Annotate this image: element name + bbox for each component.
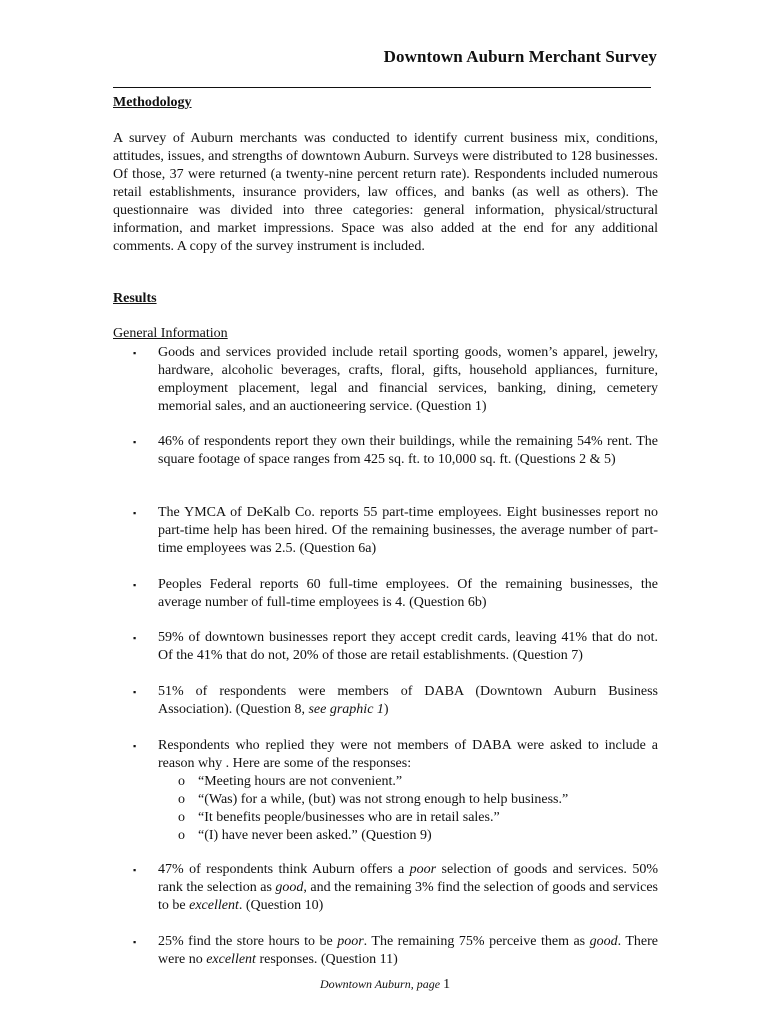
list-item [133, 737, 658, 845]
response-item: o “It benefits people/businesses who are in retail sales.” [178, 810, 500, 825]
list-item [133, 933, 658, 969]
methodology-paragraph: A survey of Auburn merchants was conducted to identify current business mix, conditions, attitudes, issues, and strengths of downtown Auburn. Surveys were distributed to 128 businesses. Of those, 37 were returned (a twenty-nine percent return rate). Respondents included numerous retail establishments, insurance providers, law offices, and banks (as well as others). The questionnaire was divided into three categories: general information, physical/structural information, and market impressions. Space was also added at the end for any additional comments. A copy of the survey instrument is included. [113, 131, 658, 254]
bullet-marker: ▪ [133, 687, 137, 697]
bullet-marker: ▪ [133, 508, 137, 518]
list-item-text: 25% find the store hours to be poor. The remaining 75% perceive them as good. There were no excellent responses. (Question 11) [158, 934, 658, 967]
bullet-marker: ▪ [133, 580, 137, 590]
list-item-text: 46% of respondents report they own their buildings, while the remaining 54% rent. The square footage of space ranges from 425 sq. ft. to 10,000 sq. ft. (Questions 2 & 5) [158, 434, 658, 467]
page-title: Downtown Auburn Merchant Survey [383, 47, 657, 66]
page-number: 1 [443, 977, 451, 992]
list-item [133, 629, 658, 665]
bullet-marker: ▪ [133, 633, 137, 643]
bullet-marker: ▪ [133, 937, 137, 947]
response-item: o “(I) have never been asked.” (Question 9) [178, 828, 432, 843]
page-footer [0, 977, 770, 993]
footer-label: Downtown Auburn, page [319, 977, 441, 991]
response-item: o “Meeting hours are not convenient.” [178, 774, 403, 789]
list-item [133, 504, 658, 558]
list-item-text: Goods and services provided include retail sporting goods, women’s apparel, jewelry, hardware, alcoholic beverages, crafts, floral, gifts, household appliances, furniture, employment placement, legal and financial services, banking, dining, cemetery memorial sales, and an auctioneering service. (Question 1) [158, 345, 658, 414]
results-heading: Results [113, 291, 157, 306]
response-list [178, 773, 658, 845]
bullet-marker: ▪ [133, 437, 137, 447]
title-rule [113, 87, 651, 88]
list-item-text: 51% of respondents were members of DABA (Downtown Auburn Business Association). (Question 8, see graphic 1) [158, 684, 658, 717]
list-item [133, 861, 658, 915]
list-item [133, 683, 658, 719]
list-item [133, 576, 658, 612]
bullet-marker: ▪ [133, 348, 137, 358]
list-item-text: The YMCA of DeKalb Co. reports 55 part-time employees. Eight businesses report no part-time help has been hired. Of the remaining businesses, the average number of part-time employees was 2.5. (Question 6a) [158, 505, 658, 556]
list-item [133, 344, 658, 416]
list-item-text: Peoples Federal reports 60 full-time employees. Of the remaining businesses, the average number of full-time employees is 4. (Question 6b) [158, 577, 658, 610]
bullet-marker: ▪ [133, 865, 137, 875]
list-item-text: 59% of downtown businesses report they accept credit cards, leaving 41% that do not. Of the 41% that do not, 20% of those are retail establishments. (Question 7) [158, 630, 658, 663]
list-item [133, 433, 658, 469]
response-item: o “(Was) for a while, (but) was not strong enough to help business.” [178, 792, 569, 807]
general-information-subheading: General Information [113, 326, 228, 341]
list-item-text: Respondents who replied they were not members of DABA were asked to include a reason why . Here are some of the responses: o “Meeting hours are not convenient.” o “(Was) for a while, (but) was not strong enough to help business.” o “It benefits people/businesses who are in retail sales.” o “(I) have never been asked.” (Question 9) [158, 738, 658, 843]
methodology-heading: Methodology [113, 95, 192, 110]
list-item-text: 47% of respondents think Auburn offers a poor selection of goods and services. 50% rank the selection as good, and the remaining 3% find the selection of goods and services to be excellent. (Question 10) [158, 862, 658, 913]
bullet-marker: ▪ [133, 741, 137, 751]
